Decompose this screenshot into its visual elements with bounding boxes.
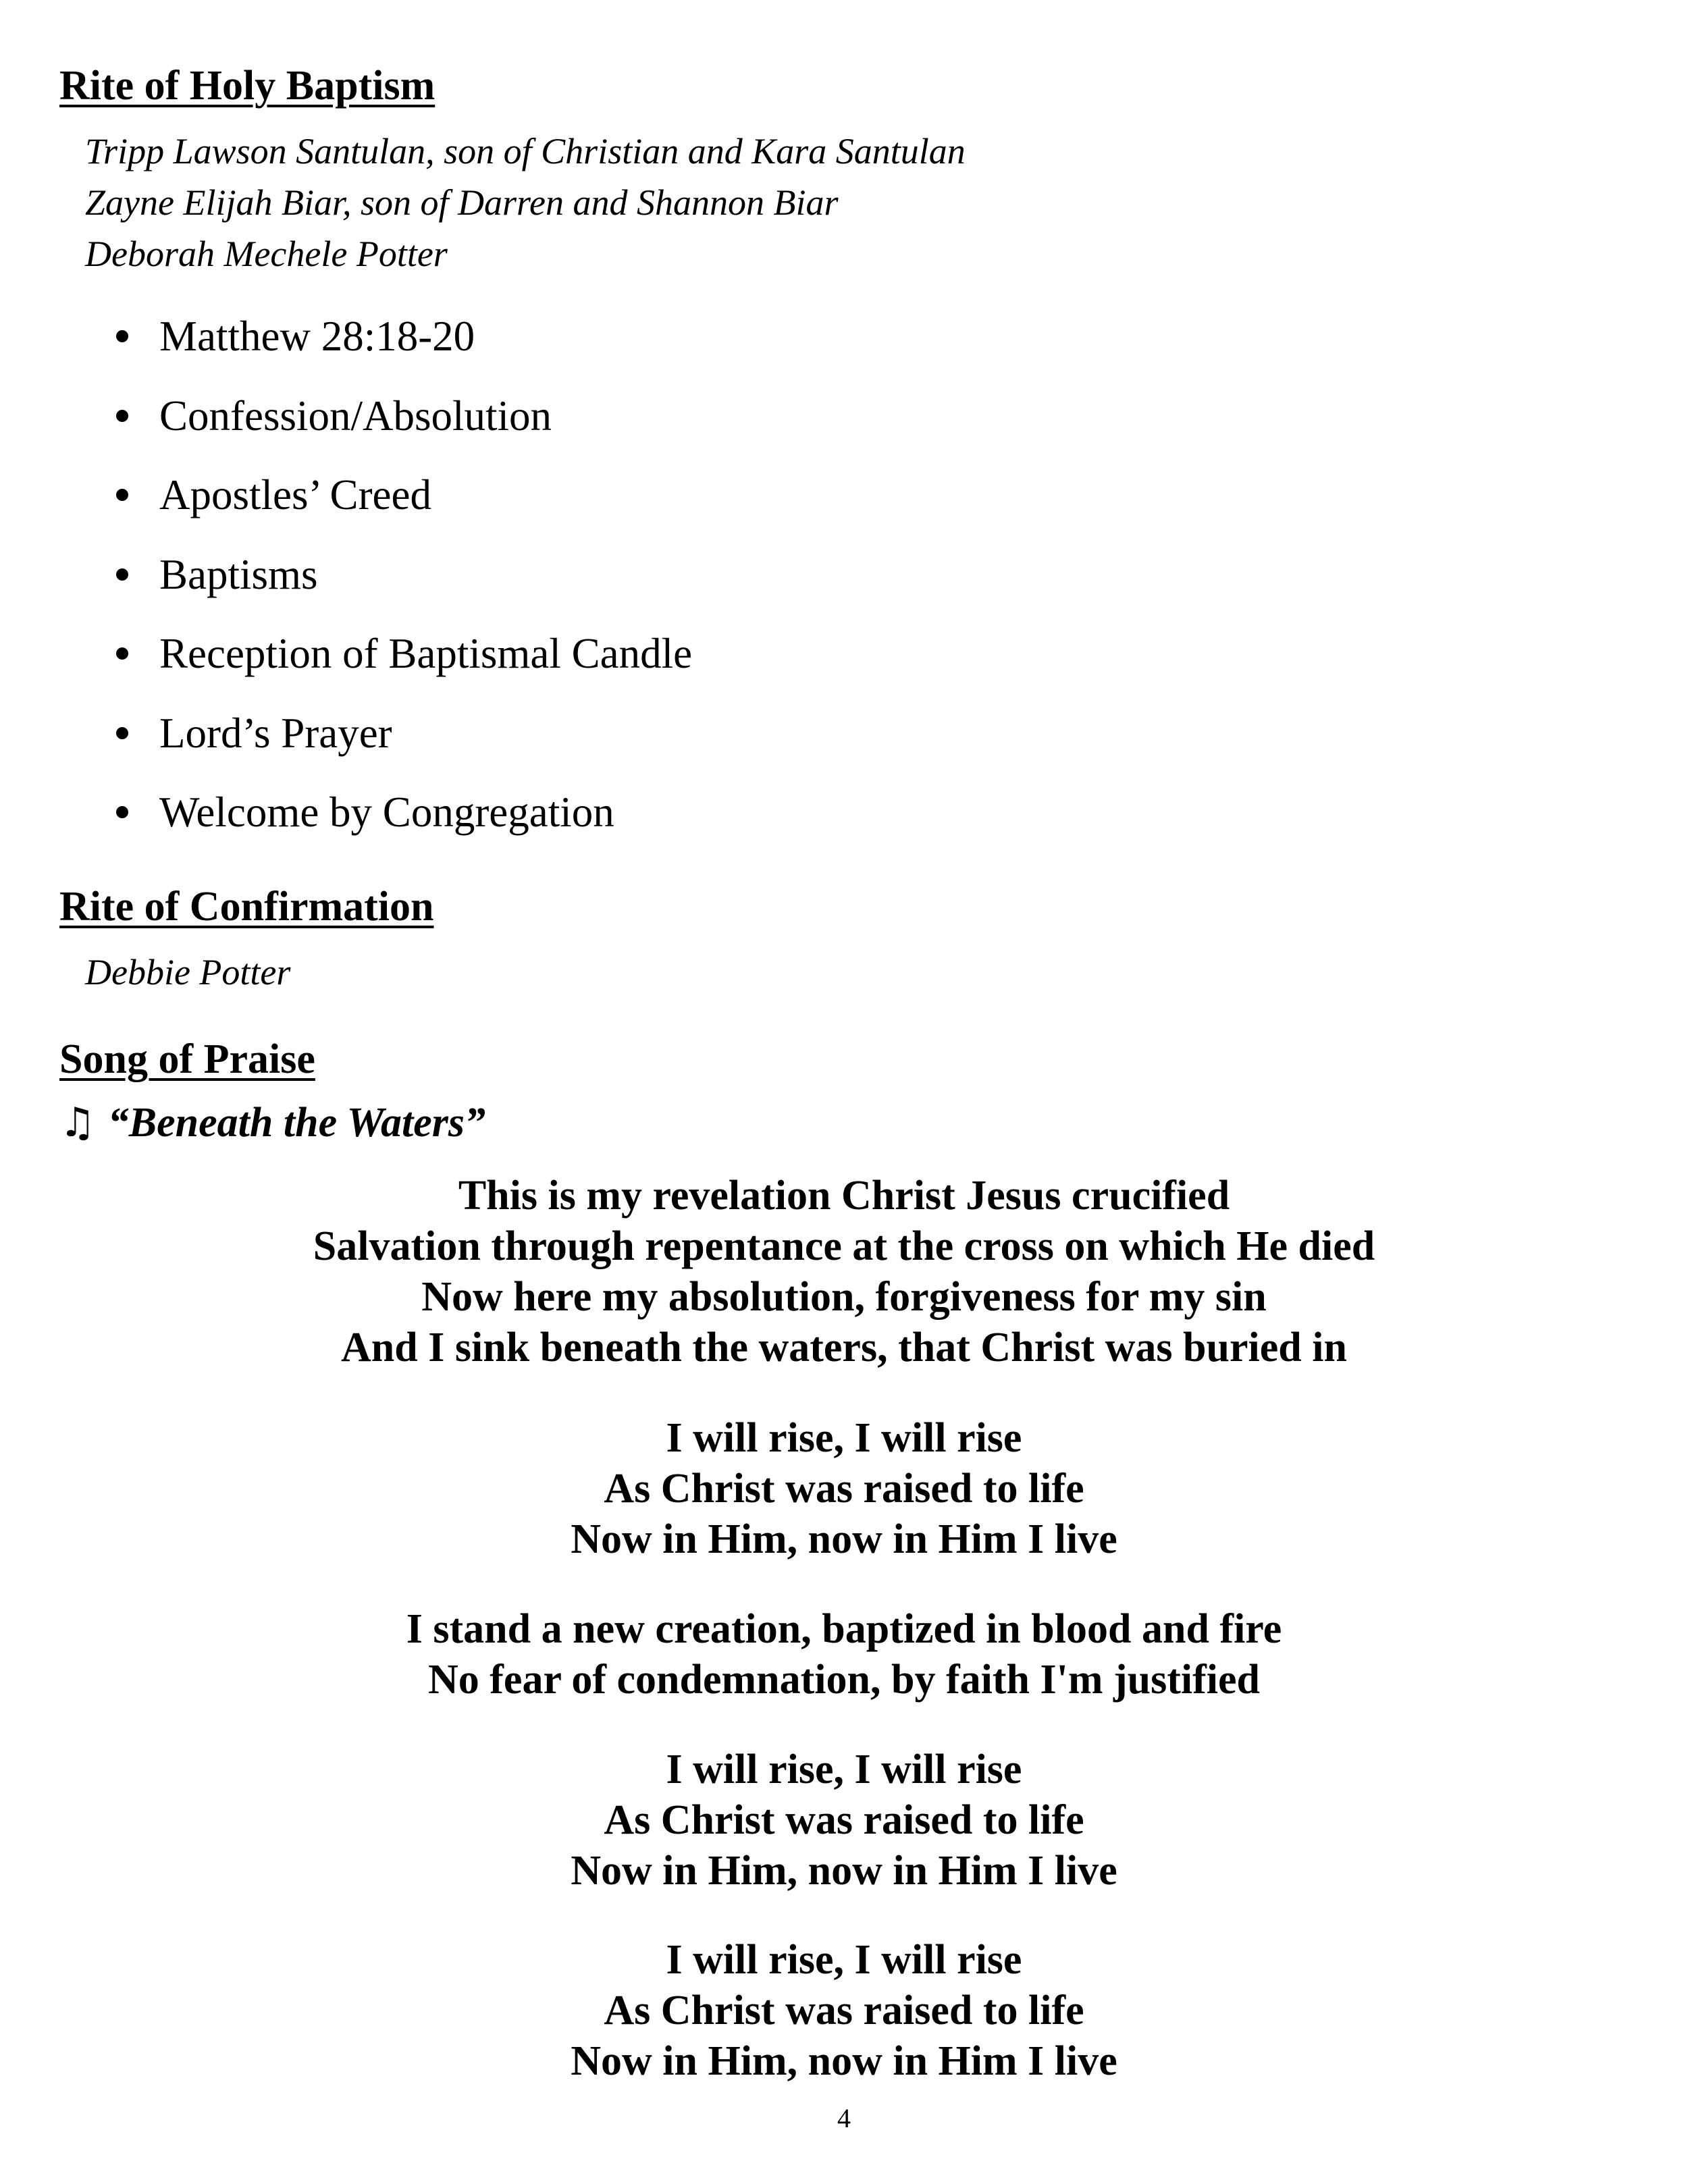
list-item	[109, 309, 692, 389]
bullet-icon	[116, 568, 128, 581]
baptism-heading: Rite of Holy Baptism	[59, 63, 436, 109]
lyric-line: As Christ was raised to life	[604, 1466, 1084, 1512]
baptism-name: Deborah Mechele Potter	[85, 234, 448, 274]
list-item-label: Confession/Absolution	[159, 392, 552, 440]
list-item	[109, 706, 692, 786]
list-item-label: Baptisms	[159, 550, 318, 598]
song-stanza	[0, 1744, 1688, 1896]
baptism-order-list	[109, 309, 692, 865]
song-stanza	[0, 1413, 1688, 1565]
bullet-icon	[116, 727, 128, 739]
page-number: 4	[837, 2103, 851, 2133]
song-heading: Song of Praise	[59, 1036, 315, 1082]
lyric-line: As Christ was raised to life	[604, 1988, 1084, 2033]
list-item-label: Matthew 28:18-20	[159, 313, 475, 360]
bullet-icon	[116, 647, 128, 660]
list-item	[109, 627, 692, 706]
bullet-icon	[116, 330, 128, 342]
confirmation-names	[85, 947, 290, 998]
lyric-line: As Christ was raised to life	[604, 1797, 1084, 1843]
lyric-line: Now in Him, now in Him I live	[571, 2038, 1117, 2084]
list-item-label: Apostles’ Creed	[159, 471, 431, 518]
confirmation-name: Debbie Potter	[85, 952, 291, 992]
song-stanza	[0, 1171, 1688, 1373]
list-item	[109, 389, 692, 469]
baptism-names	[85, 126, 966, 279]
bullet-icon	[116, 410, 128, 422]
music-note-icon: ♫	[59, 1099, 96, 1146]
lyric-line: I stand a new creation, baptized in blood and fire	[406, 1606, 1282, 1652]
lyric-line: I will rise, I will rise	[666, 1937, 1022, 1983]
confirmation-heading: Rite of Confirmation	[59, 884, 434, 930]
lyric-line: I will rise, I will rise	[666, 1415, 1022, 1461]
lyric-line: Salvation through repentance at the cross on which He died	[313, 1223, 1375, 1269]
baptism-name: Zayne Elijah Biar, son of Darren and Shannon Biar	[85, 182, 839, 223]
list-item-label: Reception of Baptismal Candle	[159, 630, 693, 677]
list-item	[109, 468, 692, 548]
lyric-line: Now here my absolution, forgiveness for my sin	[421, 1274, 1267, 1320]
lyric-line: No fear of condemnation, by faith I'm justified	[428, 1657, 1260, 1703]
list-item	[109, 785, 692, 865]
bullet-icon	[116, 489, 128, 501]
lyric-line: I will rise, I will rise	[666, 1747, 1022, 1792]
song-title-text: “Beneath the Waters”	[107, 1100, 486, 1146]
lyric-line: Now in Him, now in Him I live	[571, 1516, 1117, 1562]
list-item-label: Welcome by Congregation	[159, 789, 614, 836]
lyric-line: And I sink beneath the waters, that Christ was buried in	[341, 1325, 1347, 1370]
list-item-label: Lord’s Prayer	[159, 709, 392, 757]
lyric-line: This is my revelation Christ Jesus crucified	[458, 1173, 1230, 1219]
baptism-name: Tripp Lawson Santulan, son of Christian and Kara Santulan	[85, 131, 966, 171]
list-item	[109, 548, 692, 627]
song-stanza	[0, 1935, 1688, 2087]
lyric-line: Now in Him, now in Him I live	[571, 1848, 1117, 1894]
song-stanza	[0, 1604, 1688, 1705]
bullet-icon	[116, 806, 128, 818]
song-title	[59, 1099, 486, 1146]
